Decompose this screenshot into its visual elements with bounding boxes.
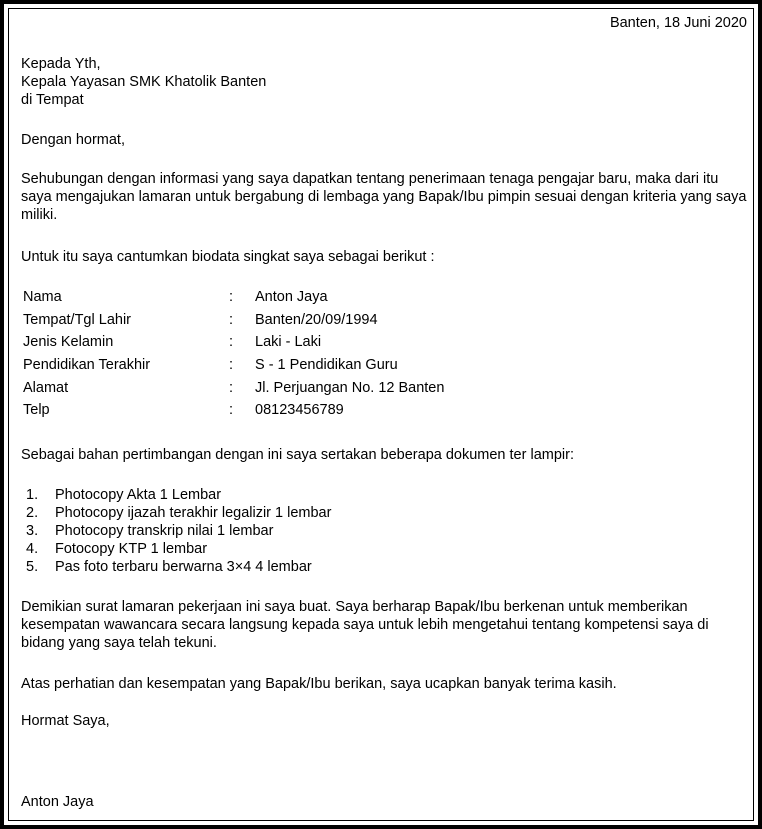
attachment-text: Photocopy ijazah terakhir legalizir 1 lembar — [55, 505, 332, 521]
bio-separator: : — [229, 289, 234, 306]
attachment-number: 2. — [26, 505, 39, 521]
bio-separator: : — [229, 379, 234, 396]
attachment-text: Photocopy Akta 1 Lembar — [55, 487, 222, 503]
attachment-number: 5. — [26, 559, 39, 575]
attachment-item — [21, 540, 749, 558]
attachment-item — [21, 504, 749, 522]
bio-row — [21, 331, 444, 354]
bio-value: Banten/20/09/1994 — [255, 311, 378, 328]
bio-label: Alamat — [23, 379, 69, 396]
bio-row — [21, 354, 444, 377]
thanks-line: Atas perhatian dan kesempatan yang Bapak/Ibu berikan, saya ucapkan banyak terima kasih. — [21, 676, 617, 692]
bio-label: Pendidikan Terakhir — [23, 357, 151, 374]
attachment-text: Fotocopy KTP 1 lembar — [55, 541, 208, 557]
recipient-line-1: Kepada Yth, — [21, 56, 101, 72]
recipient-line-2: Kepala Yayasan SMK Khatolik Banten — [21, 74, 267, 90]
bio-table-wrap — [21, 286, 749, 422]
letter-date: Banten, 18 Juni 2020 — [609, 15, 747, 31]
attachment-number: 1. — [26, 487, 39, 503]
bio-value: Anton Jaya — [255, 289, 328, 306]
bio-row — [21, 309, 444, 332]
recipient-line-3: di Tempat — [21, 92, 84, 108]
bio-label: Jenis Kelamin — [23, 334, 114, 351]
bio-value: Laki - Laki — [255, 334, 322, 351]
bio-table — [21, 286, 444, 422]
bio-label: Nama — [23, 289, 62, 306]
bio-separator: : — [229, 334, 234, 351]
attachment-text: Pas foto terbaru berwarna 3×4 4 lembar — [55, 559, 312, 575]
attachment-text: Photocopy transkrip nilai 1 lembar — [55, 523, 274, 539]
bio-value: S - 1 Pendidikan Guru — [255, 357, 398, 374]
greeting: Dengan hormat, — [21, 132, 125, 148]
recipient-block — [21, 55, 749, 109]
bio-value: 08123456789 — [255, 402, 344, 419]
attachment-list-wrap — [21, 486, 749, 576]
bio-separator: : — [229, 402, 234, 419]
bio-row — [21, 399, 444, 422]
closing-paragraph: Demikian surat lamaran pekerjaan ini saya buat. Saya berharap Bapak/Ibu berkenan untuk memberikan kesempatan wawancara secara langsung kepada saya untuk lebih mengetahui tentang kompetensi saya di bidang yang saya telah tekuni. — [21, 599, 709, 651]
signature-name: Anton Jaya — [21, 794, 94, 810]
attach-intro: Sebagai bahan pertimbangan dengan ini saya sertakan beberapa dokumen ter lampir: — [21, 447, 574, 463]
attachment-item — [21, 522, 749, 540]
bio-separator: : — [229, 357, 234, 374]
attachment-number: 4. — [26, 541, 39, 557]
bio-row — [21, 376, 444, 399]
bio-label: Telp — [23, 402, 50, 419]
attachment-list — [21, 486, 749, 576]
bio-intro: Untuk itu saya cantumkan biodata singkat saya sebagai berikut : — [21, 249, 435, 265]
attachment-item — [21, 486, 749, 504]
signoff: Hormat Saya, — [21, 713, 110, 729]
bio-row — [21, 286, 444, 309]
bio-separator: : — [229, 311, 234, 328]
attachment-number: 3. — [26, 523, 39, 539]
intro-paragraph: Sehubungan dengan informasi yang saya dapatkan tentang penerimaan tenaga pengajar baru, maka dari itu saya mengajukan lamaran untuk bergabung di lembaga yang Bapak/Ibu pimpin sesuai dengan kriteria yang saya miliki. — [21, 171, 747, 223]
bio-label: Tempat/Tgl Lahir — [23, 311, 131, 328]
attachment-item — [21, 558, 749, 576]
bio-value: Jl. Perjuangan No. 12 Banten — [255, 379, 445, 396]
